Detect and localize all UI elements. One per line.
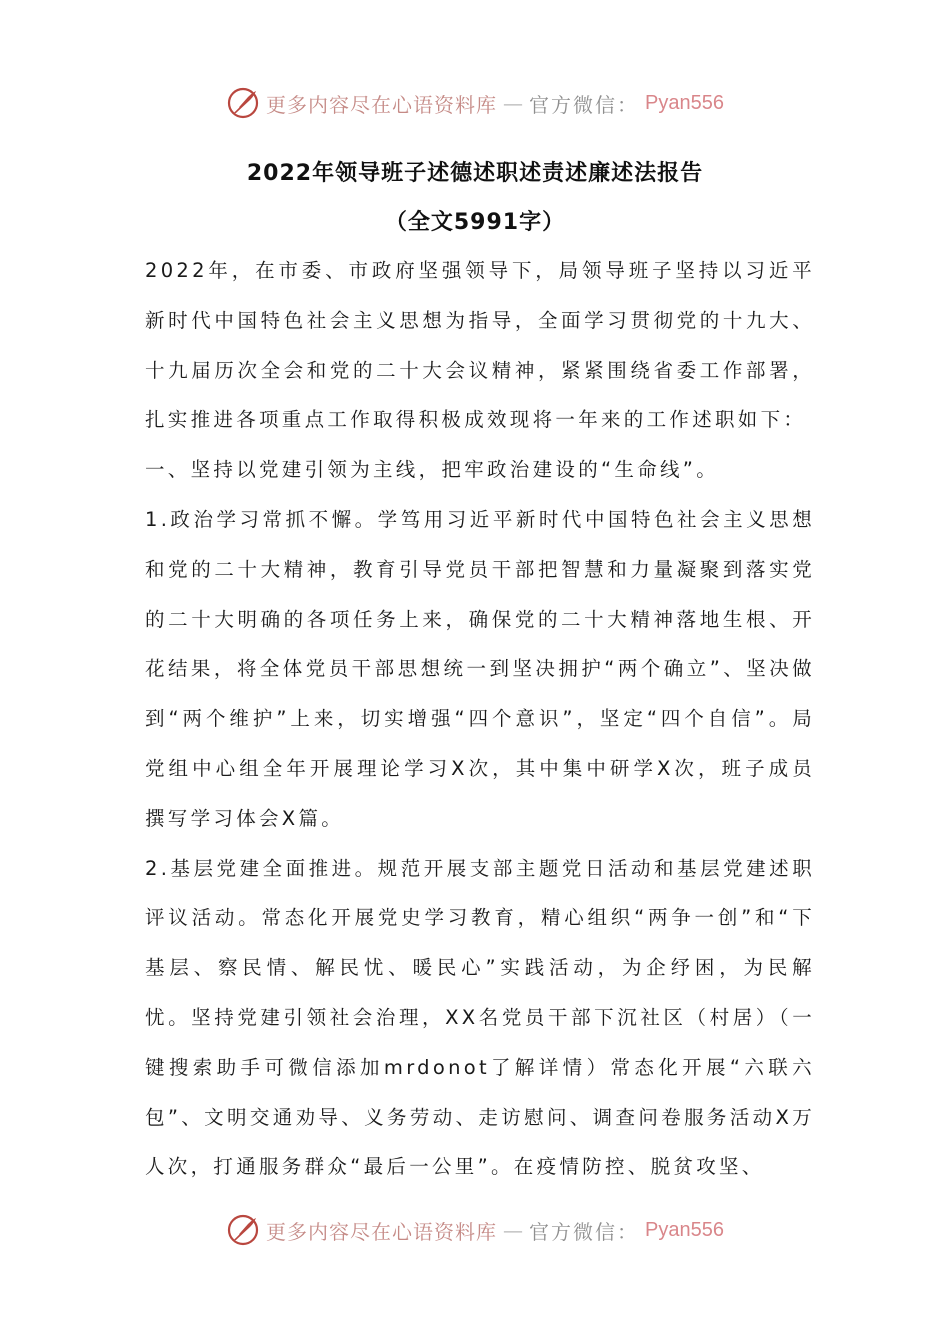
watermark-brand-text: 更多内容尽在心语资料库 xyxy=(266,92,498,117)
quill-pen-logo-icon xyxy=(226,1213,260,1247)
watermark-dash: — xyxy=(503,1218,524,1242)
watermark-banner-bottom xyxy=(0,1210,950,1250)
document-subtitle: （全文5991字） xyxy=(384,210,566,235)
document-body xyxy=(145,246,815,1192)
paragraph-item-2: 2.基层党建全面推进。规范开展支部主题党日活动和基层党建述职评议活动。常态化开展党史学习教育，精心组织“两争一创”和“下基层、察民情、解民忧、暖民心”实践活动，为企纾困，为民解忧。坚持党建引领社会治理，XX名党员干部下沉社区（村居）（一键搜索助手可微信添加mrdonot了解详情）常态化开展“六联六包”、文明交通劝导、义务劳动、走访慰问、调查问卷服务活动X万人次，打通服务群众“最后一公里”。在疫情防控、脱贫攻坚、 xyxy=(145,856,815,1179)
paragraph-section-heading: 一、坚持以党建引领为主线，把牢政治建设的“生命线”。 xyxy=(145,458,720,482)
document-title: 2022年领导班子述德述职述责述廉述法报告 xyxy=(246,161,704,186)
watermark-banner-top xyxy=(0,83,950,123)
watermark-brand-text: 更多内容尽在心语资料库 xyxy=(266,1219,498,1244)
paragraph-intro: 2022年，在市委、市政府坚强领导下，局领导班子坚持以习近平新时代中国特色社会主义思想为指导，全面学习贯彻党的十九大、十九届历次全会和党的二十大会议精神，紧紧围绕省委工作部署，扎实推进各项重点工作取得积极成效现将一年来的工作述职如下： xyxy=(145,259,815,432)
watermark-dash: — xyxy=(503,91,524,115)
watermark-wechat-label: 官方微信： xyxy=(529,92,640,117)
watermark-wechat-label: 官方微信： xyxy=(529,1219,640,1244)
quill-pen-logo-icon xyxy=(226,86,260,120)
watermark-wechat-id: Pyan556 xyxy=(645,91,724,114)
paragraph-item-1: 1.政治学习常抓不懈。学笃用习近平新时代中国特色社会主义思想和党的二十大精神，教育引导党员干部把智慧和力量凝聚到落实党的二十大明确的各项任务上来，确保党的二十大精神落地生根、开花结果，将全体党员干部思想统一到坚决拥护“两个确立”、坚决做到“两个维护”上来，切实增强“四个意识”，坚定“四个自信”。局党组中心组全年开展理论学习X次，其中集中研学X次，班子成员撰写学习体会X篇。 xyxy=(145,507,815,830)
watermark-wechat-id: Pyan556 xyxy=(645,1218,724,1241)
